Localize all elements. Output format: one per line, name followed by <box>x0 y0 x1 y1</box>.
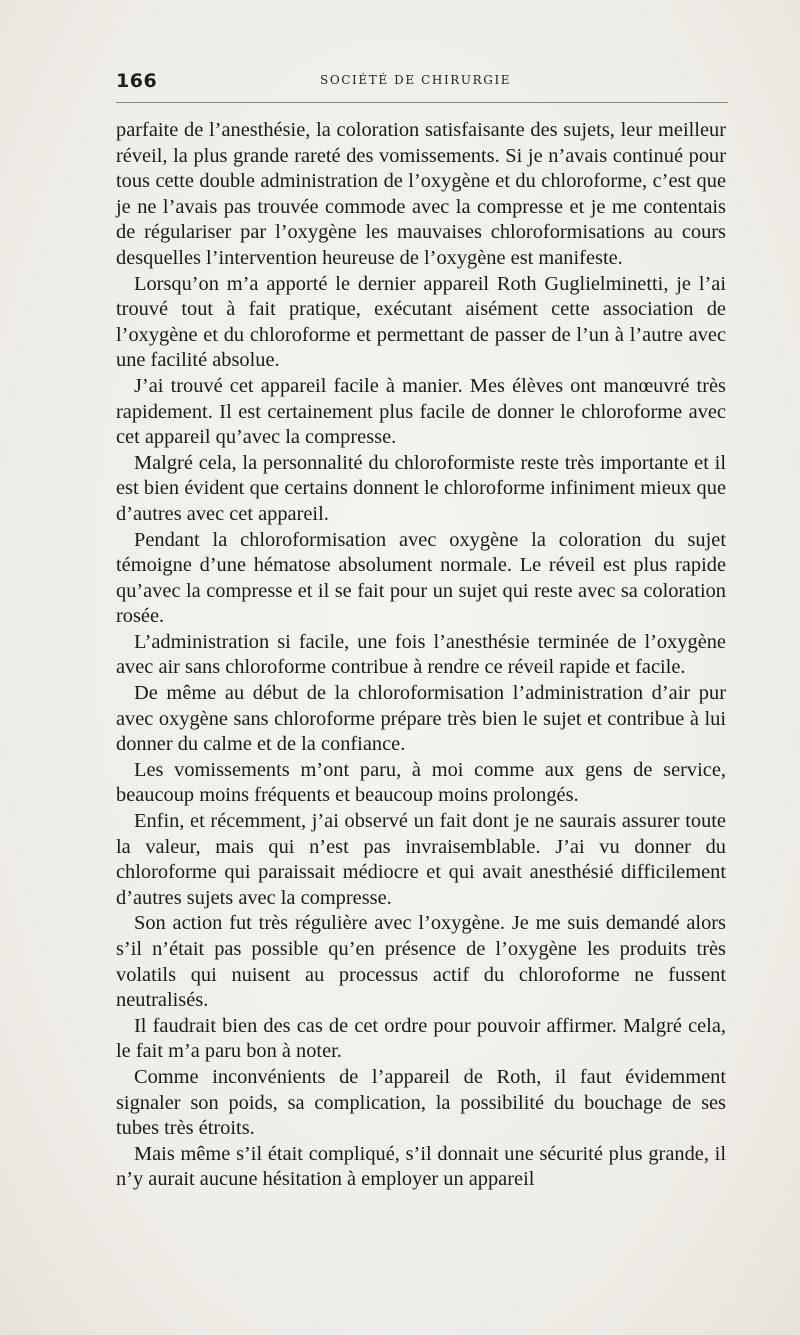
header-rule <box>116 102 728 103</box>
paragraph: Lorsqu’on m’a apporté le dernier appareil Roth Guglielminetti, je l’ai trouvé tout à fait pratique, exécutant aisément cette association de l’oxygène et du chloroforme et permettant de passer de l’un à l’autre avec une facilité absolue. <box>116 272 726 372</box>
page-number: 166 <box>116 70 158 92</box>
paragraph: L’administration si facile, une fois l’anesthésie terminée de l’oxygène avec air sans chloroforme contribue à rendre ce réveil rapide et facile. <box>116 630 726 679</box>
paragraph: Comme inconvénients de l’appareil de Roth, il faut évidemment signaler son poids, sa complication, la possibilité du bouchage de ses tubes très étroits. <box>116 1065 726 1140</box>
paragraph: Les vomissements m’ont paru, à moi comme aux gens de service, beaucoup moins fréquents et beaucoup moins prolongés. <box>116 758 726 807</box>
paragraph: Malgré cela, la personnalité du chloroformiste reste très importante et il est bien évident que certains donnent le chloroforme infiniment mieux que d’autres avec cet appareil. <box>116 451 726 525</box>
paragraph: parfaite de l’anesthésie, la coloration satisfaisante des sujets, leur meilleur réveil, la plus grande rareté des vomissements. Si je n’avais continué pour tous cette double administration de l’oxygène et du chloroforme, c’est que je ne l’avais pas trouvée commode avec la compresse et je me contentais de régulariser par l’oxygène les mauvaises chloroformisations au cours desquelles l’intervention heureuse de l’oxygène est manifeste. <box>116 119 726 269</box>
paragraph: Son action fut très régulière avec l’oxygène. Je me suis demandé alors s’il n’était pas possible qu’en présence de l’oxygène les produits très volatils qui nuisent au processus actif du chloroforme ne fussent neutralisés. <box>116 912 726 1012</box>
paragraph: J’ai trouvé cet appareil facile à manier. Mes élèves ont manœuvré très rapidement. Il est certainement plus facile de donner le chloroforme avec cet appareil qu’avec la compresse. <box>116 374 726 449</box>
paragraph: Enfin, et récemment, j’ai observé un fait dont je ne saurais assurer toute la valeur, mais qui n’est pas invraisemblable. J’ai vu donner du chloroforme qui paraissait médiocre et qui avait anesthésié difficilement d’autres sujets avec la compresse. <box>116 810 726 909</box>
paragraph: Mais même s’il était compliqué, s’il donnait une sécurité plus grande, il n’y aurait aucune hésitation à employer un appareil <box>116 1142 726 1191</box>
paragraph: Il faudrait bien des cas de cet ordre pour pouvoir affirmer. Malgré cela, le fait m’a paru bon à noter. <box>116 1014 726 1063</box>
body-text <box>116 118 726 1193</box>
page-header <box>116 68 728 98</box>
paragraph: De même au début de la chloroformisation l’administration d’air pur avec oxygène sans chloroforme prépare très bien le sujet et contribue à lui donner du calme et de la confiance. <box>116 682 726 756</box>
running-title: SOCIÉTÉ DE CHIRURGIE <box>320 73 512 87</box>
paragraph: Pendant la chloroformisation avec oxygène la coloration du sujet témoigne d’une hématose absolument normale. Le réveil est plus rapide qu’avec la compresse et il se fait pour un sujet qui reste avec sa coloration rosée. <box>116 528 726 628</box>
